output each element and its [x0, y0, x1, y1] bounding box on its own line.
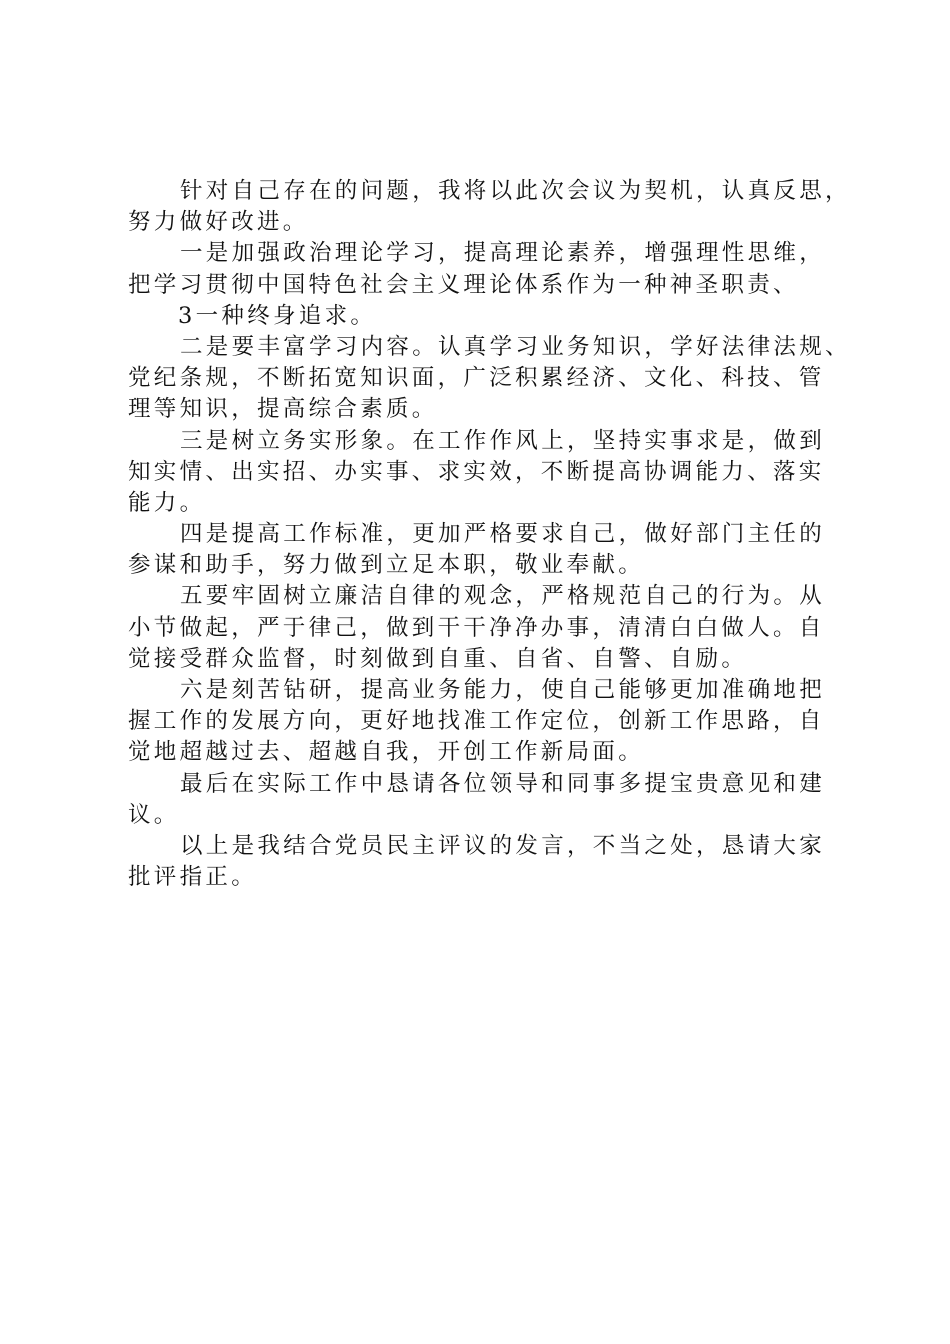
text-line: 一是加强政治理论学习，提高理论素养，增强理性思维，: [180, 240, 826, 267]
text-line: 四是提高工作标准，更加严格要求自己，做好部门主任的: [180, 521, 826, 548]
text-line: 理等知识，提高综合素质。: [128, 396, 438, 423]
text-line: 以上是我结合党员民主评议的发言，不当之处，恳请大家: [180, 832, 826, 859]
text-line: 能力。: [128, 489, 206, 516]
text-line: 议。: [128, 801, 180, 828]
text-line: 知实情、出实招、办实事、求实效，不断提高协调能力、落实: [128, 458, 825, 485]
text-line: 三是树立务实形象。在工作作风上，坚持实事求是，做到: [180, 427, 826, 454]
text-line: 努力做好改进。: [128, 209, 309, 236]
text-line: 党纪条规，不断拓宽知识面，广泛积累经济、文化、科技、管: [128, 365, 825, 392]
text-line: 把学习贯彻中国特色社会主义理论体系作为一种神圣职责、: [128, 271, 799, 298]
text-line: 参谋和助手，努力做到立足本职，敬业奉献。: [128, 552, 645, 579]
text-line: 二是要丰富学习内容。认真学习业务知识，学好法律法规、: [180, 333, 851, 360]
text-line: 小节做起，严于律己，做到干干净净办事，清清白白做人。自: [128, 614, 825, 641]
text-line: 批评指正。: [128, 864, 258, 891]
text-line: 觉接受群众监督，时刻做到自重、自省、自警、自励。: [128, 645, 748, 672]
text-line: 3一种终身追求。: [178, 302, 377, 329]
text-line: 最后在实际工作中恳请各位领导和同事多提宝贵意见和建: [180, 770, 826, 797]
text-line: 针对自己存在的问题，我将以此次会议为契机，认真反思，: [180, 178, 851, 204]
text-line: 觉地超越过去、超越自我，开创工作新局面。: [128, 739, 645, 766]
document-body: [128, 176, 851, 893]
text-line: 六是刻苦钻研，提高业务能力，使自己能够更加准确地把: [180, 677, 826, 703]
text-line: 握工作的发展方向，更好地找准工作定位，创新工作思路，自: [128, 708, 825, 735]
text-line: 五要牢固树立廉洁自律的观念，严格规范自己的行为。从: [180, 583, 826, 610]
